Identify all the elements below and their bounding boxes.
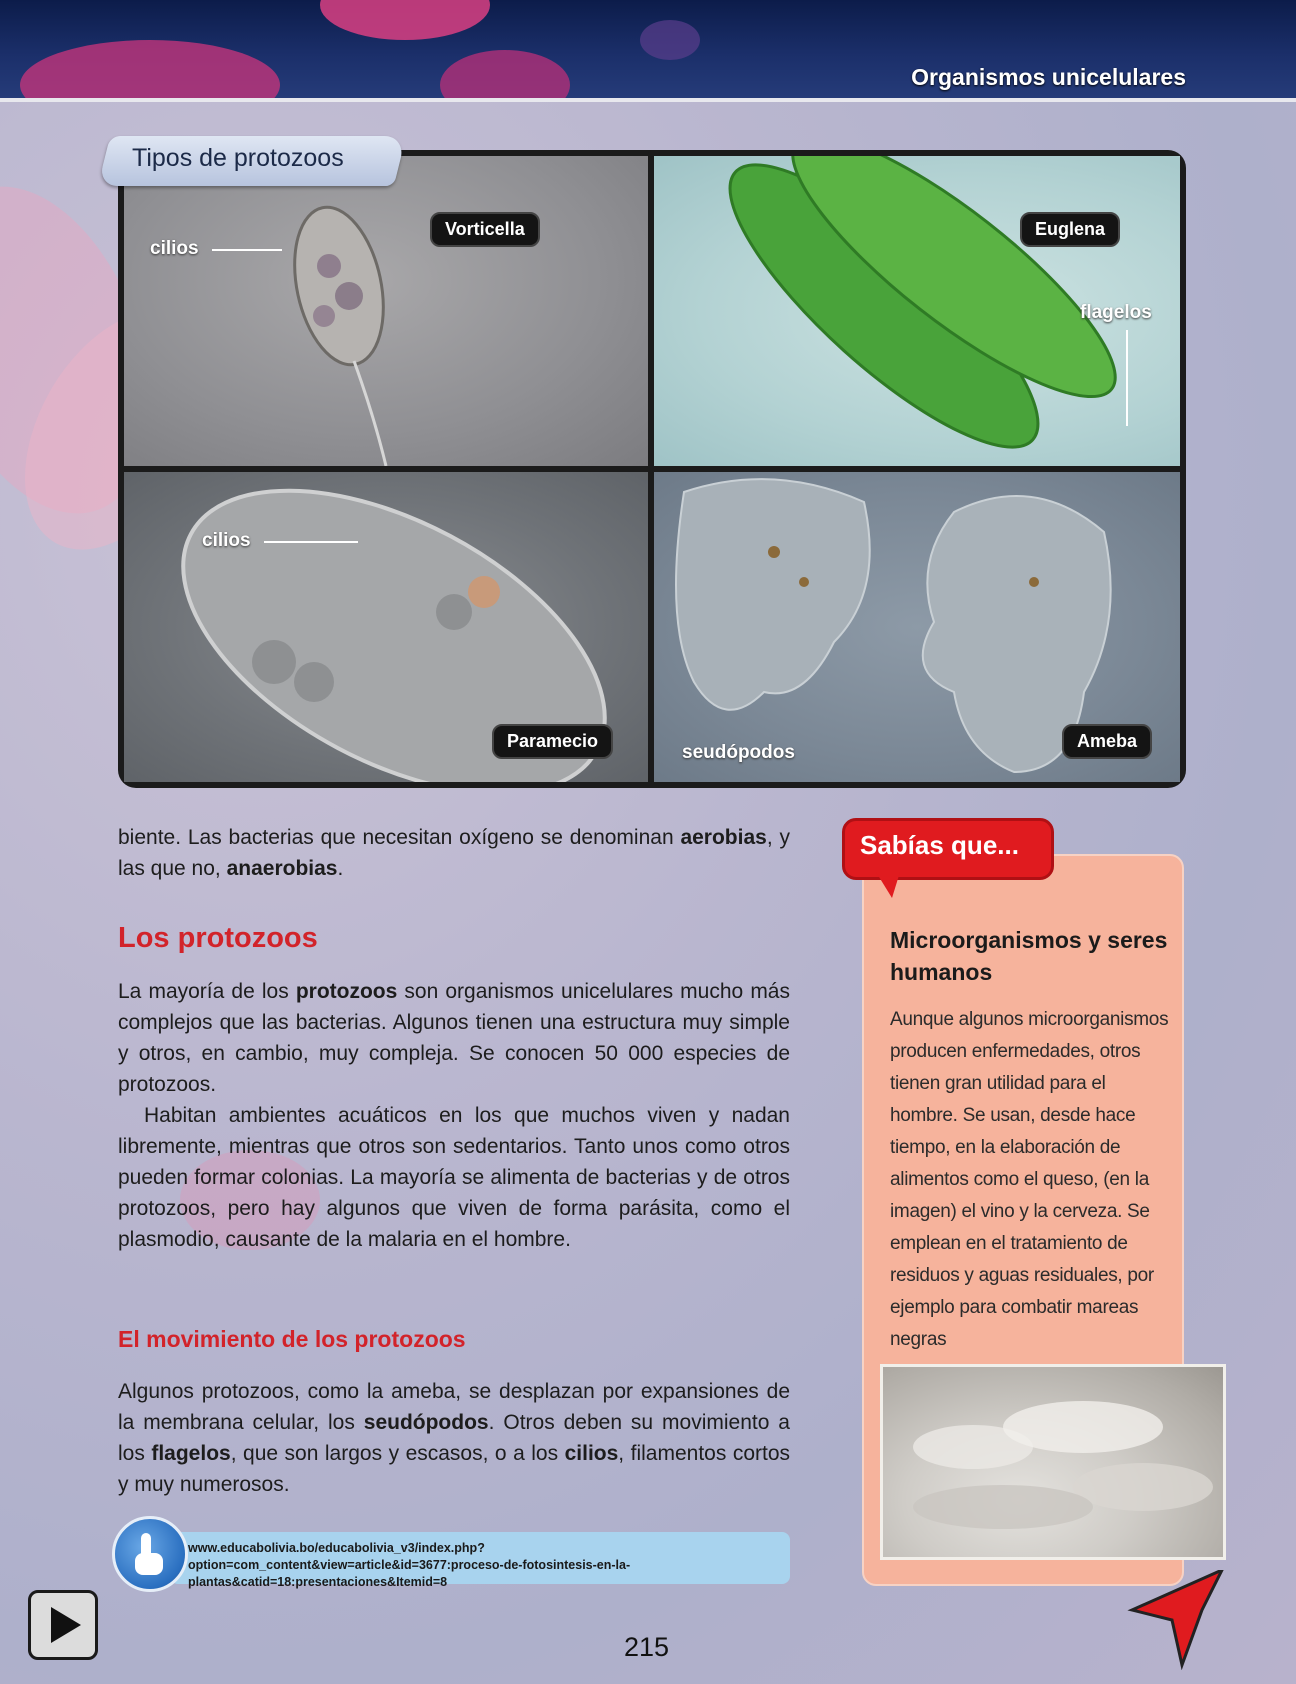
figure-title: Tipos de protozoos bbox=[132, 144, 344, 172]
cheese-photo bbox=[880, 1364, 1226, 1560]
paragraph-protozoa-intro: La mayoría de los protozoos son organismos unicelulares mucho más complejos que las bacterias. Algunos tienen una estructura muy simple y otros, en cambio, muy compleja. Se conocen 50 000 especies de protozoos. bbox=[118, 980, 790, 1096]
vorticella-tag: Vorticella bbox=[430, 212, 540, 247]
page-number: 215 bbox=[624, 1632, 670, 1662]
hand-pointer-icon[interactable] bbox=[112, 1516, 188, 1592]
vorticella-label-cilios: cilios bbox=[150, 238, 199, 259]
speech-bubble-tail bbox=[876, 872, 900, 898]
sidebar-body: Aunque algunos microorganismos producen enfermedades, otros tienen gran utilidad para el hombre. Se usan, desde hace tiempo, en la elaboración de alimentos como el queso, (en la imagen) el vino y la cerveza. Se emplean en el tratamiento de residuos y aguas residuales, por ejemplo para combatir mareas negras bbox=[890, 1009, 1169, 1350]
label-pointer-line bbox=[1126, 330, 1128, 426]
play-button[interactable] bbox=[28, 1590, 98, 1660]
amoeba-label-seudopodos: seudópodos bbox=[682, 742, 795, 763]
subsection-title: El movimiento de los protozoos bbox=[118, 1326, 466, 1352]
paramecium-label-cilios: cilios bbox=[202, 530, 251, 551]
paramecium-tag: Paramecio bbox=[492, 724, 613, 759]
resource-link[interactable]: www.educabolivia.bo/educabolivia_v3/index.php?option=com_content&view=article&id=3677:proceso-de-fotosintesis-en-la-plantas&catid=18:presentaciones&Itemid=8 bbox=[188, 1541, 631, 1589]
vorticella-illustration bbox=[124, 156, 648, 466]
label-pointer-line bbox=[264, 541, 358, 543]
play-icon bbox=[31, 1593, 95, 1657]
chapter-title: Organismos unicelulares bbox=[911, 64, 1186, 90]
header-divider bbox=[0, 98, 1296, 102]
intro-paragraph: biente. Las bacterias que necesitan oxígeno se denominan aerobias, y las que no, anaerobias. bbox=[118, 826, 790, 880]
euglena-label-flagelos: flagelos bbox=[1080, 302, 1152, 323]
cheese-texture bbox=[883, 1367, 1223, 1557]
section-title: Los protozoos bbox=[118, 922, 318, 954]
euglena-tag: Euglena bbox=[1020, 212, 1120, 247]
paragraph-habitat: Habitan ambientes acuáticos en los que muchos viven y nadan libremente, mientras que otros son sedentarios. Tanto unos como otros pueden formar colonias. La mayoría se alimenta de bacterias y de otros protozoos, pero hay algunos que viven de forma parásita, como el plasmodio, causante de la malaria en el hombre. bbox=[118, 1104, 790, 1251]
paragraph-movement: Algunos protozoos, como la ameba, se desplazan por expansiones de la membrana celular, los seudópodos. Otros deben su movimiento a los flagelos, que son largos y escasos, o a los cilios, filamentos cortos y muy numerosos. bbox=[118, 1380, 791, 1496]
vorticella-photo bbox=[124, 156, 648, 466]
sabias-que-label: Sabías que... bbox=[860, 830, 1019, 860]
label-pointer-line bbox=[212, 249, 282, 251]
sidebar-title: Microorganismos y seres humanos bbox=[890, 927, 1168, 985]
publisher-logo-icon bbox=[1122, 1570, 1242, 1670]
amoeba-tag: Ameba bbox=[1062, 724, 1152, 759]
hand-pointer-glyph bbox=[115, 1519, 185, 1589]
